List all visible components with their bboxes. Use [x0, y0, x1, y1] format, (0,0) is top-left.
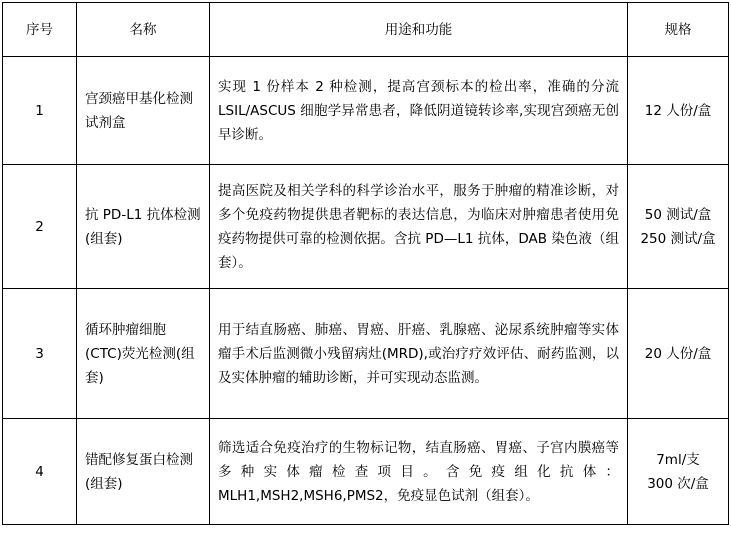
product-name: 错配修复蛋白检测(组套): [77, 419, 210, 525]
product-use: 筛选适合免疫治疗的生物标记物，结直肠癌、胃癌、子宫内膜癌等多种实体瘤检查项目。含免疫组化抗体：MLH1,MSH2,MSH6,PMS2，免疫显色试剂（组套）。: [210, 419, 628, 525]
product-spec: [628, 419, 729, 525]
product-table: [2, 2, 729, 525]
header-use: 用途和功能: [210, 3, 628, 57]
product-use: 实现 1 份样本 2 种检测，提高宫颈标本的检出率，准确的分流 LSIL/ASCUS 细胞学异常患者，降低阴道镜转诊率,实现宫颈癌无创早诊断。: [210, 57, 628, 165]
row-number: 2: [3, 165, 77, 289]
product-use: 提高医院及相关学科的科学诊治水平，服务于肿瘤的精准诊断，对多个免疫药物提供患者靶标的表达信息，为临床对肿瘤患者使用免疫药物提供可靠的检测依据。含抗 PD—L1 抗体，DAB 染色液（组套）。: [210, 165, 628, 289]
spec-line: 7ml/支: [656, 451, 700, 468]
product-name: 宫颈癌甲基化检测试剂盒: [77, 57, 210, 165]
header-row: [3, 3, 729, 57]
header-no: 序号: [3, 3, 77, 57]
spec-line: 50 测试/盒: [644, 206, 712, 223]
table-row: [3, 165, 729, 289]
spec-line: 300 次/盒: [647, 475, 709, 492]
product-name: 循环肿瘤细胞(CTC)荧光检测(组套): [77, 289, 210, 419]
product-spec: [628, 289, 729, 419]
product-use: 用于结直肠癌、肺癌、胃癌、肝癌、乳腺癌、泌尿系统肿瘤等实体瘤手术后监测微小残留病灶(MRD),或治疗疗效评估、耐药监测，以及实体肿瘤的辅助诊断，并可实现动态监测。: [210, 289, 628, 419]
spec-line: 20 人份/盒: [644, 345, 712, 362]
row-number: 1: [3, 57, 77, 165]
product-spec: [628, 165, 729, 289]
table-row: [3, 57, 729, 165]
product-name: 抗 PD-L1 抗体检测(组套): [77, 165, 210, 289]
product-spec: [628, 57, 729, 165]
row-number: 3: [3, 289, 77, 419]
header-name: 名称: [77, 3, 210, 57]
table-row: [3, 419, 729, 525]
spec-line: 250 测试/盒: [640, 230, 716, 247]
table-row: [3, 289, 729, 419]
header-spec: 规格: [628, 3, 729, 57]
spec-line: 12 人份/盒: [644, 102, 712, 119]
row-number: 4: [3, 419, 77, 525]
